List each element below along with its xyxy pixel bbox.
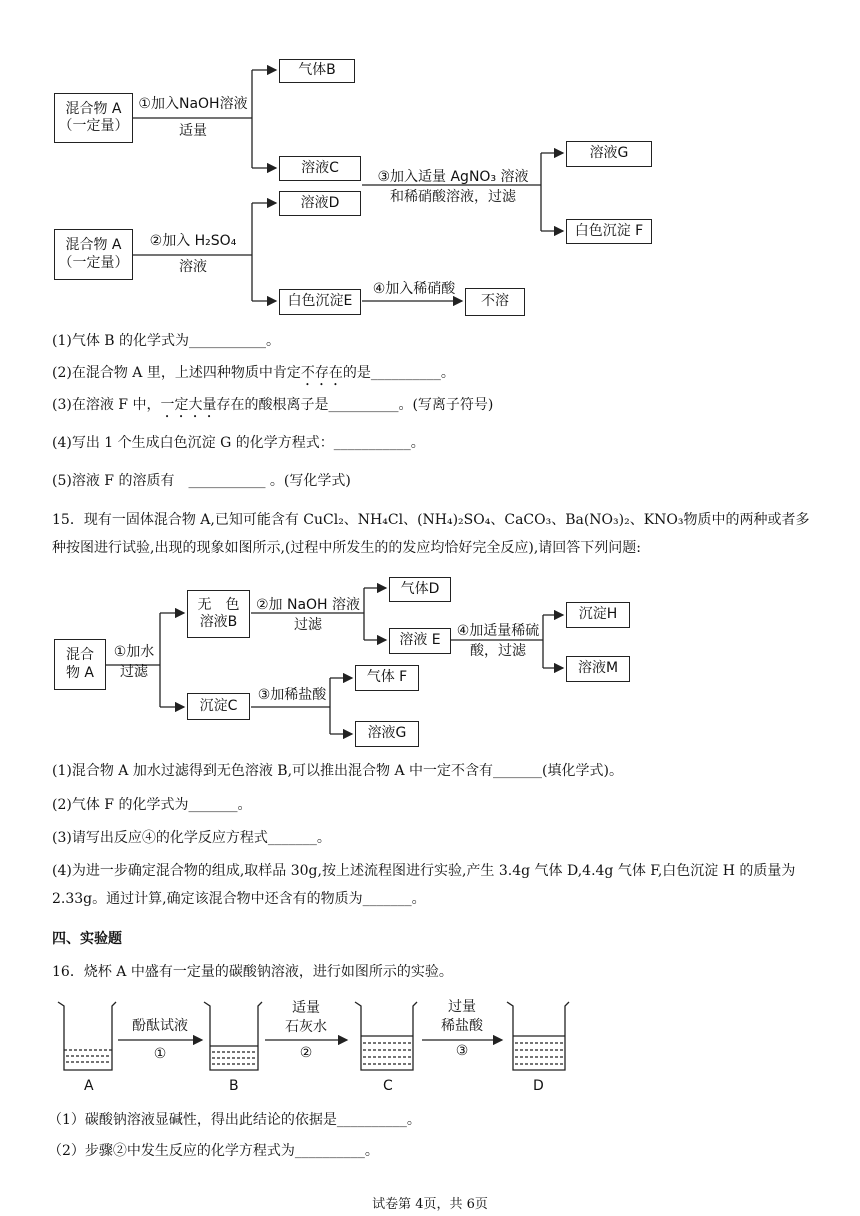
q15-mixture-a-line2: 物 A: [65, 664, 95, 681]
mixture-a-top-line2: （一定量）: [58, 118, 129, 134]
beaker-a-icon: [58, 1002, 116, 1070]
q15-solution-e-box: [389, 628, 451, 654]
gas-b-box: [279, 59, 355, 83]
arrow1-label-bottom: ①: [153, 1046, 167, 1062]
mixture-a-bottom-line2: （一定量）: [58, 254, 129, 271]
precipitate-f-label: 白色沉淀 F: [574, 222, 644, 239]
step3-label-line2: 和稀硝酸溶液，过滤: [390, 189, 516, 205]
solution-g-label: 溶液G: [589, 145, 629, 162]
q16-question-1: （1）碳酸钠溶液显碱性，得出此结论的依据是__________。: [48, 1112, 421, 1128]
arrow1-label-top: 酚酞试液: [132, 1018, 188, 1034]
q14-q3-post: 存在的酸根离子是__________。(写离子符号): [216, 397, 494, 413]
q15-question-4: (4)为进一步确定混合物的组成,取样品 30g,按上述流程图进行实验,产生 3.4g 气体 D,4.4g 气体 F,白色沉淀 H 的质量为 2.33g。通过计算,确定该混合物中还含有的物质为_______。: [52, 863, 796, 907]
q14-question-1: (1)气体 B 的化学式为___________。: [52, 333, 281, 349]
arrow2-label-top: 适量: [292, 1000, 320, 1016]
arrow2-label-bottom: ②: [299, 1045, 313, 1061]
arrow2-label-mid: 石灰水: [285, 1019, 327, 1035]
q15-question-1: (1)混合物 A 加水过滤得到无色溶液 B,可以推出混合物 A 中一定不含有_______(填化学式)。: [52, 763, 623, 779]
q14-question-4: (4)写出 1 个生成白色沉淀 G 的化学方程式：___________。: [52, 435, 425, 451]
q15-solution-b-line1: 无 色: [197, 596, 240, 613]
q15-solution-b-box: [187, 590, 250, 638]
q15-gas-f-label: 气体 F: [366, 669, 408, 686]
q16-intro: 16．烧杯 A 中盛有一定量的碳酸钠溶液，进行如图所示的实验。: [52, 964, 453, 980]
mixture-a-top-line1: 混合物 A: [65, 100, 122, 117]
beaker-d-label: D: [533, 1078, 544, 1094]
arrow3-label-bottom: ③: [455, 1043, 469, 1059]
q15-precipitate-c-box: [187, 693, 250, 720]
mixture-a-bottom-line1: 混合物 A: [65, 237, 122, 253]
beaker-c-icon: [355, 1002, 417, 1070]
precipitate-e-label: 白色沉淀E: [287, 293, 353, 310]
q14-question-2: [52, 365, 455, 389]
q15-step2-line1: ②加 NaOH 溶液: [255, 597, 361, 613]
q14-q3-pre: (3)在溶液 F 中，: [52, 397, 161, 413]
step3-label-line1: ③加入适量 AgNO₃ 溶液: [377, 169, 529, 185]
q14-question-3: [52, 397, 493, 421]
q15-step4-line1: ④加适量稀硫: [456, 623, 540, 639]
q15-gas-f-box: [355, 665, 419, 691]
step2-label-line1: ②加入 H₂SO₄: [149, 233, 237, 249]
q15-intro: 15．现有一固体混合物 A,已知可能含有 CuCl₂、NH₄Cl、(NH₄)₂SO₄、CaCO₃、Ba(NO₃)₂、KNO₃物质中的两种或者多种按图进行试验,出现的现象如图所示,(过程中所发生的的发应均恰好完全反应),请回答下列问题:: [52, 512, 810, 556]
q16-question-2: （2）步骤②中发生反应的化学方程式为__________。: [48, 1143, 379, 1159]
q15-step3-label: ③加稀盐酸: [257, 687, 327, 703]
step1-label-line1: ①加入NaOH溶液: [138, 96, 248, 112]
section-heading: 四、实验题: [52, 931, 122, 947]
q14-question-5: (5)溶液 F 的溶质有 ___________ 。(写化学式): [52, 473, 351, 489]
arrow3-label-top: 过量: [448, 999, 476, 1015]
beaker-a-label: A: [84, 1078, 94, 1094]
q15-precipitate-h-label: 沉淀H: [578, 606, 618, 623]
precipitate-e-box: [279, 289, 361, 315]
q14-q3-emphasis: 一定大量: [160, 397, 217, 413]
solution-d-box: [279, 191, 361, 216]
q15-mixture-a-box: [54, 639, 106, 690]
solution-g-box: [566, 141, 652, 167]
solution-c-label: 溶液C: [301, 159, 339, 176]
page-footer: 试卷第 4页，共 6页: [372, 1197, 488, 1212]
precipitate-f-box: [566, 219, 652, 244]
q15-step1-line1: ①加水: [113, 644, 155, 660]
solution-c-box: [279, 156, 361, 181]
q15-gas-d-box: [389, 577, 451, 602]
q15-step4-line2: 酸，过滤: [470, 643, 526, 659]
beaker-c-label: C: [383, 1078, 393, 1094]
q15-gas-d-label: 气体D: [400, 580, 440, 597]
step2-label-line2: 溶液: [179, 259, 207, 275]
q15-solution-g-box: [355, 721, 419, 747]
q14-q2-emphasis: 不存在: [300, 365, 343, 381]
q15-solution-g-label: 溶液G: [367, 725, 407, 742]
solution-d-label: 溶液D: [300, 194, 340, 211]
mixture-a-top-box: [54, 93, 133, 143]
q15-precipitate-h-box: [566, 602, 630, 628]
gas-b-label: 气体B: [298, 62, 336, 79]
q15-question-2: (2)气体 F 的化学式为_______。: [52, 797, 252, 813]
q15-mixture-a-line1: 混合: [66, 647, 94, 663]
mixture-a-bottom-box: [54, 229, 133, 280]
insoluble-label: 不溶: [481, 293, 509, 310]
step4-label: ④加入稀硝酸: [372, 281, 456, 297]
step1-label-line2: 适量: [179, 123, 207, 139]
beaker-b-label: B: [229, 1078, 239, 1094]
beaker-d-icon: [507, 1002, 569, 1070]
q15-step1-line2: 过滤: [120, 664, 148, 680]
insoluble-box: [465, 288, 525, 316]
q15-solution-m-label: 溶液M: [577, 660, 619, 677]
q14-q2-post: 的是__________。: [342, 365, 455, 381]
beaker-b-icon: [204, 1002, 262, 1070]
q15-step2-line2: 过滤: [294, 617, 322, 633]
q15-precipitate-c-label: 沉淀C: [199, 697, 238, 714]
arrow3-label-mid: 稀盐酸: [441, 1018, 483, 1034]
q15-solution-e-label: 溶液 E: [399, 632, 441, 649]
q15-solution-b-line2: 溶液B: [199, 614, 238, 630]
q15-question-3: (3)请写出反应④的化学反应方程式_______。: [52, 830, 331, 846]
q15-solution-m-box: [566, 656, 630, 682]
q14-q2-pre: (2)在混合物 A 里，上述四种物质中肯定: [52, 365, 301, 381]
